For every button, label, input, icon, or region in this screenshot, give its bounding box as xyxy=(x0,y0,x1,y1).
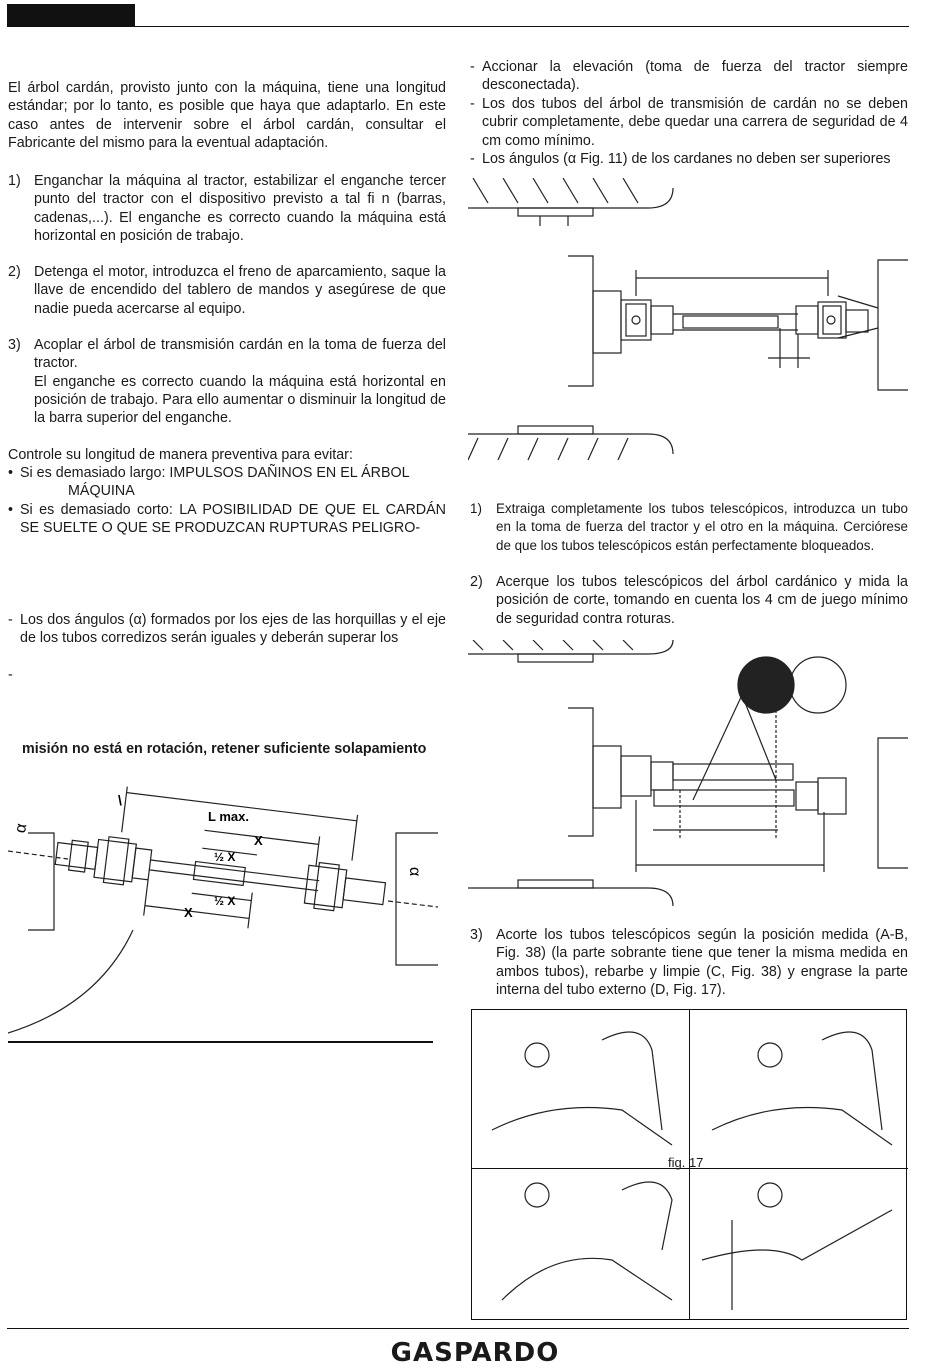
header-rule xyxy=(7,26,909,27)
half-x-label-lower: ½ X xyxy=(214,894,236,908)
bullet-text: Los dos tubos del árbol de transmisión de cardán no se deben cubrir completamente, debe quedar una carrera de seguridad de 4 cm como mínimo. xyxy=(482,96,908,149)
step-text: Acerque los tubos telescópicos del árbol cardánico y mida la posición de corte, tomando en cuenta los 4 cm de juego mínimo de seguridad contra roturas. xyxy=(496,574,908,627)
step-number: 2) xyxy=(470,574,483,590)
fig17-label: fig. 17 xyxy=(668,1155,704,1170)
bullet-text: Los ángulos (α Fig. 11) de los cardanes no deben ser superiores xyxy=(482,151,891,167)
brand-logo: GASPARDO xyxy=(390,1338,560,1368)
lone-dash: - xyxy=(8,667,13,683)
step-number: 2) xyxy=(8,264,21,280)
x-label-upper: X xyxy=(254,833,263,848)
bullet-text: Accionar la elevación (toma de fuerza del tractor siempre desconectada). xyxy=(482,59,908,94)
step-right-3 xyxy=(470,926,908,1001)
angles-text: Los dos ángulos (α) formados por los ejes de las horquillas y el eje de los tubos corredizos serán iguales y deberán superar los xyxy=(20,612,446,647)
step-left-1 xyxy=(8,172,446,252)
bullet-text: Si es demasiado largo: IMPULSOS DAÑINOS EN EL ÁRBOL xyxy=(20,465,410,481)
step-right-2 xyxy=(470,573,908,629)
bullet-text-block xyxy=(20,464,446,501)
intro-paragraph: El árbol cardán, provisto junto con la máquina, tiene una longitud estándar; por lo tanto, es posible que haya que adaptarlo. En este caso antes de intervenir sobre el árbol cardán, consultar el Fabricante del mismo para la eventual adaptación. xyxy=(8,80,446,151)
dash-mark: - xyxy=(470,59,475,75)
step-number: 1) xyxy=(8,173,21,189)
angles-note xyxy=(8,611,446,651)
fig17-frame xyxy=(471,1009,907,1320)
header-tab-block xyxy=(7,4,135,26)
footer-rule xyxy=(7,1328,909,1329)
cardan-length-diagram xyxy=(8,785,438,1045)
right-bullet-1 xyxy=(470,58,908,98)
x-label-lower: X xyxy=(184,905,193,920)
step-text: Acorte los tubos telescópicos según la posición medida (A-B, Fig. 38) (la parte sobrante tiene que tener la misma medida en ambos tubos), rebarbe y limpie (C, Fig. 38) y engrase la parte interna del tubo externo (D, Fig. 17). xyxy=(496,927,908,998)
machine-block xyxy=(396,833,438,965)
right-bullet-3 xyxy=(470,150,908,170)
half-x-label-upper: ½ X xyxy=(214,850,236,864)
control-intro: Controle su longitud de manera preventiva para evitar: xyxy=(8,447,353,463)
dash-mark: - xyxy=(8,612,13,628)
dash-mark: - xyxy=(470,96,475,112)
control-bullet-2 xyxy=(8,501,446,541)
bullet-text: Si es demasiado corto: LA POSIBILIDAD DE QUE EL CARDÁN SE SUELTE O QUE SE PRODUZCAN RUPTURAS PELIGRO- xyxy=(20,502,446,537)
alpha-left: α xyxy=(12,822,31,835)
step-text: Enganchar la máquina al tractor, estabilizar el enganche tercer punto del tractor con el dispositivo previsto a tal fi n (barras, cadenas,...). El enganche es correcto cuando la máquina está horizontal en posición de trabajo. xyxy=(34,173,446,244)
lmax-label: L max. xyxy=(208,809,249,824)
step-text: Detenga el motor, introduzca el freno de aparcamiento, saque la llave de encendido del tablero de mandos y asegúrese de que nadie pueda acercarse al equipo. xyxy=(34,264,446,317)
bullet-text-2: MÁQUINA xyxy=(68,483,135,500)
step-text: Acoplar el árbol de transmisión cardán en la toma de fuerza del tractor. xyxy=(34,337,446,372)
tick-mark: \ xyxy=(118,792,122,808)
step-number: 1) xyxy=(470,501,482,516)
dash-mark: - xyxy=(470,151,475,167)
bullet-mark: • xyxy=(8,465,14,481)
step-left-2 xyxy=(8,263,446,323)
step-left-3 xyxy=(8,336,446,431)
right-bullet-2 xyxy=(470,95,908,151)
shaft-extended-diagram xyxy=(468,178,908,463)
section-divider xyxy=(8,1041,433,1043)
tractor-block xyxy=(28,833,54,930)
step-text-2: El enganche es correcto cuando la máquina está horizontal en posición de trabajo. Para ello aumentar o disminuir la longitud de la barra superior del enganche. xyxy=(34,373,446,427)
bullet-mark: • xyxy=(8,502,14,518)
alpha-right: α xyxy=(406,867,423,877)
step-text-block xyxy=(34,336,446,427)
bold-warning-line: misión no está en rotación, retener suficiente solapamiento xyxy=(22,741,427,757)
step-right-1 xyxy=(470,500,908,556)
control-bullet-1 xyxy=(8,464,446,504)
step-number: 3) xyxy=(8,337,21,353)
step-number: 3) xyxy=(470,927,483,943)
step-text: Extraiga completamente los tubos telescópicos, introduzca un tubo en la toma de fuerza del tractor y el otro en la máquina. Cerciórese de que los tubos telescópicos están perfectamente bloqueados. xyxy=(496,501,908,553)
shaft-measure-diagram xyxy=(468,640,908,910)
